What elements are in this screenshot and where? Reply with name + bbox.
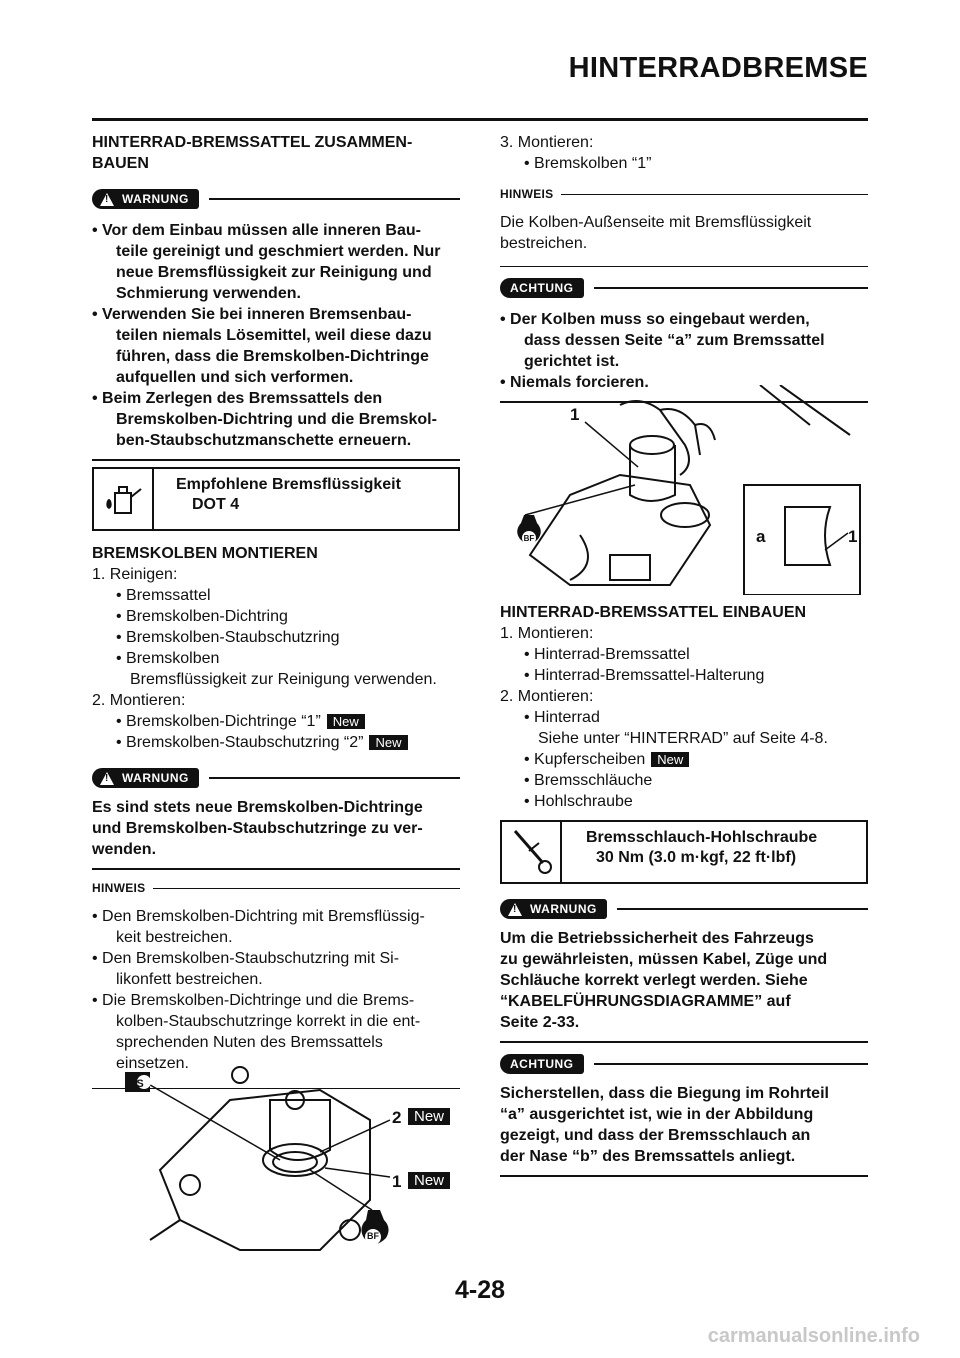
torque-spec-title: Bremsschlauch-Hohlschraube bbox=[586, 829, 818, 846]
note-text: • Den Bremskolben-Dichtring mit Bremsflüssig- keit bestreichen. • Den Bremskolben-Staubschutzring mit Si- likonfett bestreichen. • Die Bremskolben-Dichtringe und die Brems- kolben-Staubschutzringe korrekt in die ent- sprechenden Nuten des Bremssattels einsetzen. bbox=[92, 908, 425, 1072]
new-tag: New bbox=[651, 752, 689, 767]
section-title-assemble-cont: BAUEN bbox=[92, 155, 149, 172]
new-tag: New bbox=[408, 1108, 450, 1125]
page-title: HINTERRADBREMSE bbox=[568, 52, 868, 84]
right-column-lower: HINTERRAD-BREMSSATTEL EINBAUEN 1. Montieren: • Hinterrad-Bremssattel • Hinterrad-Bremssattel-Halterung 2. Montieren: • Hinterrad Siehe unter “HINTERRAD” auf Seite 4-8. • Kupferscheiben New • Bremsschläuche • Hohlschraube Bremsschlauch-Hohlschraube 30 Nm (3.0 m·kgf, 22 ft·lbf) ! WARNUNG Um die Betriebssicherheit des Fahrzeugs zu gewährleisten, müssen Kabel, Züge und Schläuche korrekt verlegt werden. Siehe “KABELFÜHRUNGSDIAGRAMME” auf Seite 2-33. ACHTUNG Sicherstellen, dass die Biegung im Rohrteil “a” ausgerichtet ist, wie in der Abbildung gezeigt, und dass der Bremsschlauch an der Nase “b” des Bremssattels anliegt. bbox=[500, 602, 868, 1177]
warning-3-text: Um die Betriebssicherheit des Fahrzeugs zu gewährleisten, müssen Kabel, Züge und Schläuche korrekt verlegt werden. Siehe “KABELFÜHRUNGSDIAGRAMME” auf Seite 2-33. bbox=[500, 930, 828, 1031]
right-column: 3. Montieren: • Bremskolben “1” HINWEIS Die Kolben-Außenseite mit Bremsflüssigkeit bestreichen. ACHTUNG • Der Kolben muss so eingebaut werden, dass dessen Seite “a” zum Bremssattel gerichtet ist. • Niemals forcieren. bbox=[500, 128, 868, 403]
warning-triangle-icon: ! bbox=[100, 193, 114, 206]
warning-triangle-icon: ! bbox=[508, 903, 522, 916]
warning-triangle-icon: ! bbox=[100, 772, 114, 785]
new-tag: New bbox=[327, 714, 365, 729]
callout-1-inset: 1 bbox=[848, 527, 858, 546]
bf-label: BF bbox=[523, 534, 535, 543]
header-rule bbox=[92, 118, 868, 121]
fluid-spec-box bbox=[92, 467, 460, 531]
caliper-seal-figure bbox=[120, 1060, 460, 1260]
caution-header-1 bbox=[500, 275, 868, 301]
left-column: HINTERRAD-BREMSSATTEL ZUSAMMEN- BAUEN ! WARNUNG • Vor dem Einbau müssen alle inneren Bau- teile gereinigt und geschmiert werden. Nur neue Bremsflüssigkeit zur Reinigung und Schmierung verwenden. • Verwenden Sie bei inneren Bremsenbau- teilen niemals Lösemittel, weil diese dazu führen, dass die Bremskolben-Dichtringe aufquellen und sich verformen. • Beim Zerlegen des Bremssattels den Bremskolben-Dichtring und die Bremskol- ben-Staubschutzmanschette erneuern. Empfohlene Bremsflüssigkeit DOT 4 BREMSKOLBEN MONTIEREN 1. Reinigen: • Bremssattel • Bremskolben-Dichtring • Bremskolben-Staubschutzring • Bremskolben Bremsflüssigkeit zur Reinigung verwenden. 2. Montieren: • Bremskolben-Dichtringe “1” New • Bremskolben-Staubschutzring “2” New ! WARNUNG Es sind stets neue Bremskolben-Dichtringe und Bremskolben-Staubschutzringe zu ver- wenden. HINWEIS • Den Bremskolben-Dichtring mit Bremsflüssig- keit bestreichen. • Den Bremskolben-Staubschutzring mit Si- likonfett bestreichen. • Die Bremskolben-Dichtringe und die Brems- kolben-Staubschutzringe korrekt in die ent- sprechenden Nuten des Bremssattels einsetzen. bbox=[92, 128, 460, 1089]
torque-spec-box bbox=[500, 820, 868, 884]
grease-label: S bbox=[136, 1078, 144, 1090]
caution-badge: ACHTUNG bbox=[500, 278, 584, 298]
caution-header-2 bbox=[500, 1051, 868, 1077]
oil-can-icon bbox=[94, 469, 154, 529]
section-title-install: HINTERRAD-BREMSSATTEL EINBAUEN bbox=[500, 604, 807, 621]
piston-install-figure bbox=[510, 385, 870, 595]
caution-2-text: Sicherstellen, dass die Biegung im Rohrteil “a” ausgerichtet ist, wie in der Abbildung gezeigt, und dass der Bremsschlauch an der Nase “b” des Bremssattels anliegt. bbox=[500, 1085, 829, 1165]
page-number: 4-28 bbox=[454, 1276, 506, 1304]
section-title-assemble: HINTERRAD-BREMSSATTEL ZUSAMMEN- bbox=[92, 134, 413, 151]
warning-badge: ! WARNUNG bbox=[92, 768, 199, 788]
warning-2-text: Es sind stets neue Bremskolben-Dichtringe und Bremskolben-Staubschutzringe zu ver- wenden. bbox=[92, 799, 423, 858]
callout-1: 1 bbox=[570, 405, 580, 424]
fluid-spec-title: Empfohlene Bremsflüssigkeit bbox=[176, 476, 401, 493]
new-tag: New bbox=[408, 1172, 450, 1189]
warning-badge: ! WARNUNG bbox=[92, 189, 199, 209]
warning-header-3 bbox=[500, 896, 868, 922]
watermark: carmanualsonline.info bbox=[707, 1325, 920, 1347]
warning-header-2 bbox=[92, 765, 460, 791]
note-header: HINWEIS bbox=[500, 184, 868, 204]
section-title-piston: BREMSKOLBEN MONTIEREN bbox=[92, 545, 318, 562]
callout-1: 1 bbox=[392, 1172, 402, 1191]
note-header: HINWEIS bbox=[92, 878, 460, 898]
bf-label: BF bbox=[367, 1231, 379, 1241]
callout-2: 2 bbox=[392, 1108, 402, 1127]
warning-header-1 bbox=[92, 186, 460, 212]
new-tag: New bbox=[369, 735, 407, 750]
torque-wrench-icon bbox=[502, 822, 562, 882]
fluid-spec-value: DOT 4 bbox=[192, 496, 240, 513]
callout-a: a bbox=[756, 527, 766, 546]
caution-badge: ACHTUNG bbox=[500, 1054, 584, 1074]
warning-badge: ! WARNUNG bbox=[500, 899, 607, 919]
caution-1-text: • Der Kolben muss so eingebaut werden, dass dessen Seite “a” zum Bremssattel gerichtet ist. • Niemals forcieren. bbox=[500, 311, 825, 391]
torque-spec-value: 30 Nm (3.0 m·kgf, 22 ft·lbf) bbox=[596, 849, 797, 866]
warning-1-text: • Vor dem Einbau müssen alle inneren Bau- teile gereinigt und geschmiert werden. Nur neue Bremsflüssigkeit zur Reinigung und Schmierung verwenden. • Verwenden Sie bei inneren Bremsenbau- teilen niemals Lösemittel, weil diese dazu führen, dass die Bremskolben-Dichtringe aufquellen und sich verformen. • Beim Zerlegen des Bremssattels den Bremskolben-Dichtring und die Bremskol- ben-Staubschutzmanschette erneuern. bbox=[92, 222, 441, 449]
